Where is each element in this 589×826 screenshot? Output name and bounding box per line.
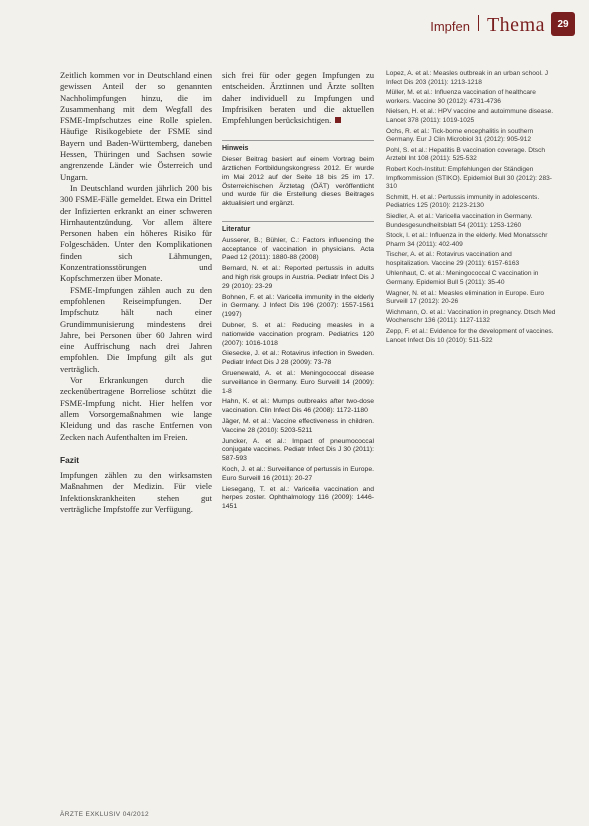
header-section: Impfen xyxy=(430,19,470,34)
intro-text: sich frei für oder gegen Impfungen zu entscheiden. Ärztinnen und Ärzte sollten daher individuell zu Impfungen und Impfrisiken beraten und die aktuellen Empfehlungen berücksichtigen. xyxy=(222,70,374,126)
reference-item: Siedler, A. et al.: Varicella vaccination in Germany. Bundesgesundheitsblatt 54 (2011): 1253-1260 xyxy=(386,212,533,229)
reference-item: Ochs, R. et al.: Tick-borne encephalitis in southern Germany. Eur J Clin Microbiol 31 (2012): 905-912 xyxy=(386,127,534,144)
reference-item: Stock, I. et al.: Influenza in the elderly. Med Monatsschr Pharm 34 (2011): 402-409 xyxy=(386,232,548,248)
reference-item: Uhlenhaut, C. et al.: Meningococcal C vaccination in Germany. Epidemiol Bull 5 (2011): 35-40 xyxy=(386,270,539,287)
header-rubric: Thema xyxy=(486,14,545,36)
reference-item: Tischer, A. et al.: Rotavirus vaccination and hospitalization. Vaccine 29 (2011): 6157-6163 xyxy=(386,251,520,267)
fazit-heading: Fazit xyxy=(60,454,80,465)
reference-item: Zepp, F. et al.: Evidence for the development of vaccines. Lancet Infect Dis 10 (2010): 511-522 xyxy=(386,328,554,344)
page-number-badge: 29 xyxy=(551,12,575,36)
info-box xyxy=(222,140,374,209)
reference-item: Liesegang, T. et al.: Varicella vaccination and herpes zoster. Ophthalmology 116 (2009): 1446-1451 xyxy=(222,485,374,511)
reference-item: Dubner, S. et al.: Reducing measles in a nationwide vaccination program. Pediatrics 120 (2007): 1016-1018 xyxy=(222,322,374,347)
reference-item: Wichmann, O. et al.: Vaccination in pregnancy. Dtsch Med Wochenschr 136 (2011): 1127-1132 xyxy=(386,308,556,325)
reference-item: Pohl, S. et al.: Hepatitis B vaccination coverage. Dtsch Arztebl Int 108 (2011): 525-532 xyxy=(386,146,546,163)
body-paragraph: Zeitlich kommen vor in Deutschland einen gewissen Anteil der so genannten Nachholimpfungen hinzu, die im Zusammenhang mit dem Wegfall des FSME-Impfschutzes eine Rolle spielen. Häufige Risikogebiete der FSME sind Bayern und Baden-Württemberg, daneben Hessen, Thüringen und Sachsen sowie angrenzende Länder wie Österreich und Ungarn. xyxy=(60,70,212,182)
literature-list xyxy=(222,221,374,512)
reference-item: Bohnen, F. et al.: Varicella immunity in the elderly in Germany. J Infect Dis 196 (2007): 1557-1561 (1997) xyxy=(222,293,374,319)
reference-item: Ausserer, B.; Bühler, C.: Factors influencing the acceptance of vaccination in physicians. Acta Paed 12 (2011): 1880-88 (2008) xyxy=(222,236,374,262)
literature-heading: Literatur xyxy=(222,226,251,234)
body-paragraph: In Deutschland wurden jährlich 200 bis 300 FSME-Fälle gemeldet. Etwa ein Drittel der Infizierten erkrankt an einer schweren Hirnhautentzündung. Vor allem ältere Personen haben ein höheres Risiko für Folgeschäden. Unter den Komplikationen finden sich Lähmungen, Konzentrationsstörungen und Kopfschmerzen über Monate. xyxy=(60,182,212,284)
info-box-text: Dieser Beitrag basiert auf einem Vortrag beim ärztlichen Fortbildungskongress 2012. Er wurde im Mai 2012 auf der Seite 18 bis 25 im 17. Österreichischen Ärztetag (ÖÄT) veröffentlicht und wurde für die Erstellung dieses Beitrages aktualisiert und ergänzt. xyxy=(222,156,374,208)
reference-item: Bernard, N. et al.: Reported pertussis in adults and high risk groups in Austria. Pediatr Infect Dis J 29 (2010): 23-29 xyxy=(222,265,374,290)
reference-item: Koch, J. et al.: Surveillance of pertussis in Europe. Euro Surveill 16 (2011): 20-27 xyxy=(222,465,374,482)
reference-item: Schmitt, H. et al.: Pertussis immunity in adolescents. Pediatrics 125 (2010): 2123-2130 xyxy=(386,193,540,210)
header-title-group xyxy=(430,14,545,37)
reference-item: Wagner, N. et al.: Measles elimination in Europe. Euro Surveill 17 (2012): 20-26 xyxy=(386,289,545,306)
body-paragraph: FSME-Impfungen zählen auch zu den empfohlenen Reiseimpfungen. Der Impfschutz hält nach einer Grundimmunisierung mindestens drei Jahre, bei Personen über 60 Jahren wird eine Auffrischung nach drei Jahren empfohlen. Die Impfung gilt als gut verträglich. xyxy=(60,284,212,374)
page-header xyxy=(0,0,589,58)
body-paragraph xyxy=(222,70,374,126)
fazit-paragraph: Impfungen zählen zu den wirksamsten Maßnahmen der Medizin. Für viele Infektionskrankheiten stehen gut verträgliche Impfstoffe zur Verfügung. xyxy=(60,470,212,514)
info-box-heading: Hinweis xyxy=(222,145,249,153)
reference-item: Juncker, A. et al.: Impact of pneumococcal conjugate vaccines. Pediatr Infect Dis J 30 (2011): 587-593 xyxy=(222,437,374,463)
reference-item: Nielsen, H. et al.: HPV vaccine and autoimmune disease. Lancet 378 (2011): 1019-1025 xyxy=(386,108,554,124)
reference-item: Jäger, M. et al.: Vaccine effectiveness in children. Vaccine 28 (2010): 5203-5211 xyxy=(222,418,374,434)
reference-item: Hahn, K. et al.: Mumps outbreaks after two-dose vaccination. Clin Infect Dis 46 (2008): 1172-1180 xyxy=(222,398,374,415)
reference-item: Gruenewald, A. et al.: Meningococcal disease surveillance in Germany. Euro Surveill 14 (2009): 1-8 xyxy=(222,370,374,395)
column-3 xyxy=(386,70,556,347)
header-divider xyxy=(478,15,479,31)
body-paragraph: Vor Erkrankungen durch die zeckenübertragene Borreliose schützt die FSME-Impfung nicht. Hier helfen vor allem Vorsorgemaßnahmen wie lange Kleidung und das rasche Entfernen von Zecken nach Aufenthalten im Freien. xyxy=(60,375,212,442)
reference-item: Robert Koch-Institut: Empfehlungen der Ständigen Impfkommission (STIKO). Epidemiol Bull 30 (2012): 283-310 xyxy=(386,165,553,191)
reference-item: Giesecke, J. et al.: Rotavirus infection in Sweden. Pediatr Infect Dis J 28 (2009): 73-78 xyxy=(222,350,374,367)
reference-item: Müller, M. et al.: Influenza vaccination of healthcare workers. Vaccine 30 (2012): 4731-4736 xyxy=(386,89,536,105)
column-1 xyxy=(60,70,212,515)
page-footer: ÄRZTE EXKLUSIV 04/2012 xyxy=(60,811,150,818)
end-mark-icon xyxy=(335,117,341,123)
column-2 xyxy=(222,70,374,514)
reference-item: Lopez, A. et al.: Measles outbreak in an urban school. J Infect Dis 203 (2011): 1213-1218 xyxy=(386,70,549,86)
